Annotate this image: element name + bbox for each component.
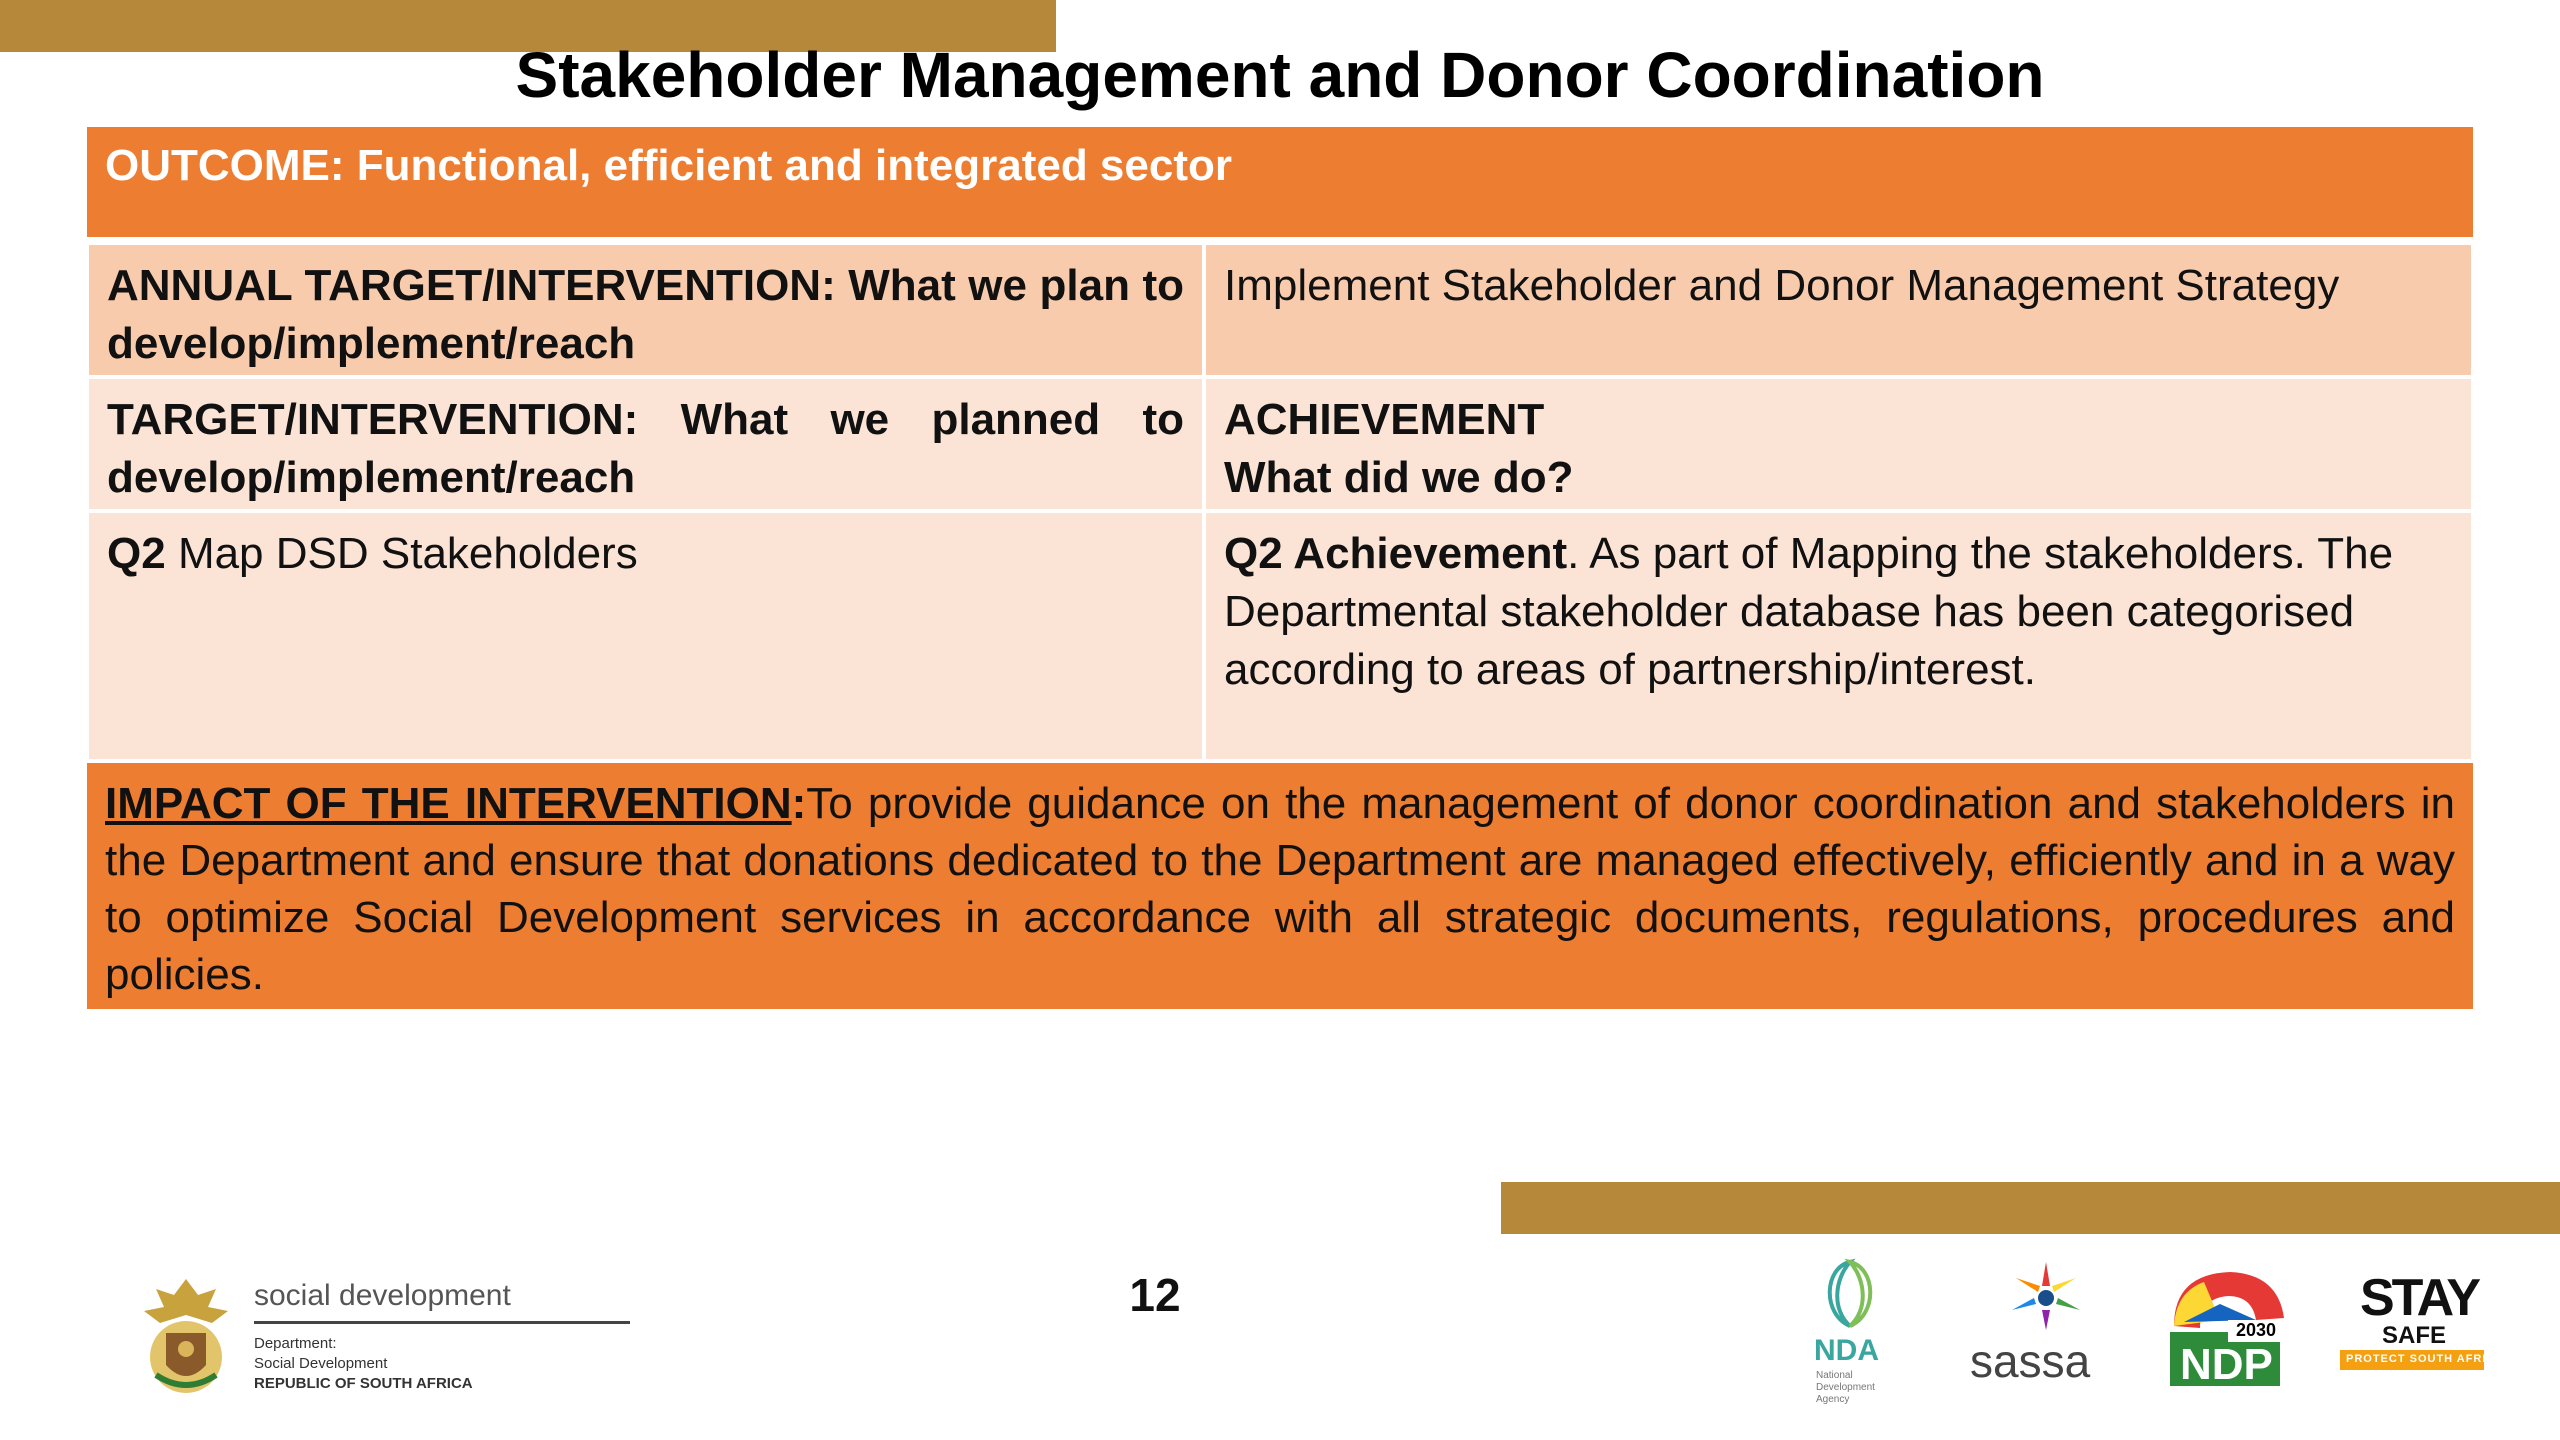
protect-sa-text: PROTECT SOUTH AFRICA <box>2346 1353 2505 1365</box>
bottom-accent-bar <box>1501 1182 2560 1234</box>
q2-achievement-cell <box>1204 511 2473 761</box>
dept-line3: REPUBLIC OF SOUTH AFRICA <box>254 1375 473 1392</box>
safe-wordmark: SAFE <box>2382 1322 2447 1349</box>
ndp-year: 2030 <box>2236 1320 2277 1340</box>
nda-logo <box>1808 1258 1888 1408</box>
annual-target-value: Implement Stakeholder and Donor Management Strategy <box>1204 243 2473 377</box>
stay-safe-logo <box>2330 1258 2505 1398</box>
nda-wordmark: NDA <box>1814 1334 1879 1367</box>
dept-divider <box>254 1321 630 1324</box>
page-number: 12 <box>1129 1269 1181 1321</box>
dept-name: social development <box>254 1279 511 1312</box>
nda-sub1: National <box>1816 1370 1853 1381</box>
ndp-logo <box>2160 1258 2294 1398</box>
impact-text: To provide guidance on the management of donor coordination and stakeholders in the Department and ensure that donations dedicated to the Department are managed effectively, efficiently and in a way to optimize Social Development services in accordance with all strategic documents, regulations, procedures and policies. <box>105 779 2455 999</box>
dept-line2: Social Development <box>254 1355 388 1372</box>
nda-sub2: Development <box>1816 1382 1875 1393</box>
target-intervention-label: TARGET/INTERVENTION: What we planned to develop/implement/reach <box>87 377 1204 511</box>
sassa-wordmark: sassa <box>1970 1335 2091 1387</box>
stay-wordmark: STAY <box>2360 1269 2479 1327</box>
nda-sub3: Agency <box>1816 1394 1850 1405</box>
annual-target-label: ANNUAL TARGET/INTERVENTION: What we plan to develop/implement/reach <box>87 243 1204 377</box>
target-table <box>87 243 2473 761</box>
achievement-heading: ACHIEVEMENT <box>1224 395 1545 444</box>
q2-target-text: Map DSD Stakeholders <box>177 529 638 578</box>
q2-target-prefix: Q2 <box>107 529 166 578</box>
q2-achievement-prefix: Q2 Achievement <box>1224 529 1568 578</box>
impact-box <box>87 763 2473 1009</box>
slide-title: Stakeholder Management and Donor Coordination <box>515 39 2045 111</box>
outcome-banner: OUTCOME: Functional, efficient and integrated sector <box>87 127 2473 237</box>
impact-label: IMPACT OF THE INTERVENTION <box>105 779 792 828</box>
impact-colon: : <box>791 779 807 828</box>
q2-target-cell <box>87 511 1204 761</box>
achievement-question: What did we do? <box>1224 453 1574 502</box>
achievement-header <box>1204 377 2473 511</box>
dept-line1: Department: <box>254 1335 337 1352</box>
nda-swirl-icon <box>1812 1258 1888 1332</box>
sassa-logo <box>1966 1258 2116 1398</box>
ndp-wordmark: NDP <box>2180 1340 2273 1389</box>
q2-achievement-text: . As part of Mapping the stakeholders. The Departmental stakeholder database has been categorised according to areas of partnership/interest. <box>1224 529 2394 694</box>
sassa-burst-icon <box>2006 1258 2086 1332</box>
coat-of-arms-icon <box>136 1275 236 1397</box>
